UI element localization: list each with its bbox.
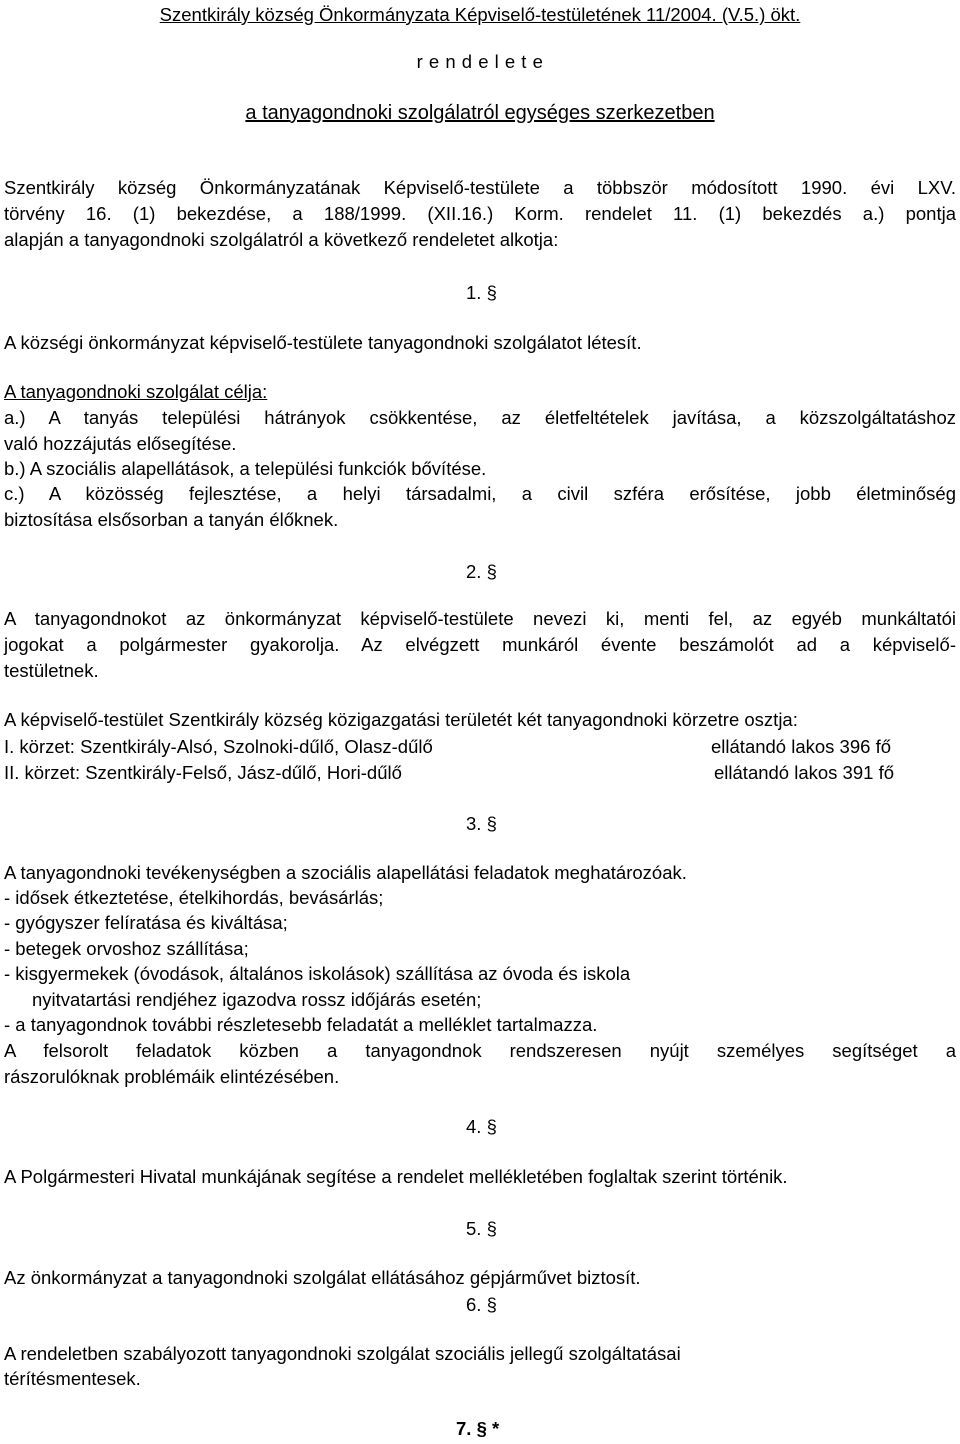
document-header: Szentkirály község Önkormányzata Képviselő-testületének 11/2004. (V.5.) ökt.	[159, 4, 801, 25]
preamble-line-3: alapján a tanyagondnoki szolgálatról a következő rendeletet alkotja:	[4, 229, 559, 250]
preamble-line-1: Szentkirály község Önkormányzatának Képviselő-testülete a többször módosított 1990. évi LXV.	[4, 177, 956, 198]
section-symbol-icon: §	[486, 1218, 497, 1239]
goal-c-line-1: c.) A közösség fejlesztése, a helyi társadalmi, a civil szféra erősítése, jobb életminőség	[4, 483, 956, 504]
goal-heading: A tanyagondnoki szolgálat célja:	[4, 381, 268, 402]
document-type-title: r e n d e l e t e	[416, 51, 544, 72]
task-item-3: - betegek orvoshoz szállítása;	[4, 938, 249, 959]
section-1-text: A községi önkormányzat képviselő-testülete tanyagondnoki szolgálatot létesít.	[4, 332, 642, 353]
district-2-residents: ellátandó lakos 391 fő	[714, 762, 894, 783]
section-symbol-icon: §	[476, 1418, 487, 1439]
section-3-intro: A tanyagondnoki tevékenységben a szociális alapellátási feladatok meghatározóak.	[4, 862, 687, 883]
district-1-residents: ellátandó lakos 396 fő	[711, 736, 891, 757]
section-symbol-icon: §	[486, 1294, 497, 1315]
section-3-closing-line-1: A felsorolt feladatok közben a tanyagondnok rendszeresen nyújt személyes segítséget a	[4, 1040, 956, 1061]
section-symbol-icon: §	[486, 282, 497, 303]
section-1-heading: 1. §	[466, 282, 497, 303]
goal-a-line-2: való hozzájutás elősegítése.	[4, 433, 237, 454]
goal-c-line-2: biztosítása elsősorban a tanyán élőknek.	[4, 509, 339, 530]
section-3-closing-line-2: rászorulóknak problémáik elintézésében.	[4, 1066, 340, 1087]
section-6-heading: 6. §	[466, 1294, 497, 1315]
section-5-text: Az önkormányzat a tanyagondnoki szolgálat ellátásához gépjárművet biztosít.	[4, 1267, 641, 1288]
district-2-name: II. körzet: Szentkirály-Felső, Jász-dűlő, Hori-dűlő	[4, 762, 402, 783]
section-2-p2: A képviselő-testület Szentkirály község közigazgatási területét két tanyagondnoki körzetre osztja:	[4, 709, 798, 730]
section-2-p1-line-3: testületnek.	[4, 660, 99, 681]
task-item-4-line-1: - kisgyermekek (óvodások, általános iskolások) szállítása az óvoda és iskola	[4, 963, 631, 984]
section-symbol-icon: §	[486, 561, 497, 582]
district-1-name: I. körzet: Szentkirály-Alsó, Szolnoki-dűlő, Olasz-dűlő	[4, 736, 433, 757]
preamble-line-2: törvény 16. (1) bekezdése, a 188/1999. (XII.16.) Korm. rendelet 11. (1) bekezdés a.) pontja	[4, 203, 956, 224]
document-subject: a tanyagondnoki szolgálatról egységes szerkezetben	[245, 102, 715, 124]
goal-b-line: b.) A szociális alapellátások, a települési funkciók bővítése.	[4, 458, 487, 479]
task-item-4-line-2: nyitvatartási rendjéhez igazodva rossz időjárás esetén;	[32, 989, 482, 1010]
section-7-heading: 7. § *	[456, 1418, 500, 1439]
section-2-p1-line-1: A tanyagondnokot az önkormányzat képviselő-testülete nevezi ki, menti fel, az egyéb munkáltatói	[4, 608, 956, 629]
section-4-text: A Polgármesteri Hivatal munkájának segítése a rendelet mellékletében foglaltak szerint történik.	[4, 1166, 788, 1187]
section-5-heading: 5. §	[466, 1218, 497, 1239]
section-3-heading: 3. §	[466, 813, 497, 834]
task-item-2: - gyógyszer felíratása és kiváltása;	[4, 912, 288, 933]
section-symbol-icon: §	[486, 813, 497, 834]
task-item-5: - a tanyagondnok további részletesebb feladatát a melléklet tartalmazza.	[4, 1014, 598, 1035]
section-4-heading: 4. §	[466, 1116, 497, 1137]
section-2-heading: 2. §	[466, 561, 497, 582]
section-6-text-line-1: A rendeletben szabályozott tanyagondnoki szolgálat szociális jellegű szolgáltatásai	[4, 1343, 681, 1364]
goal-a-line-1: a.) A tanyás települési hátrányok csökkentése, az életfeltételek javítása, a közszolgáltatáshoz	[4, 407, 956, 428]
section-6-text-line-2: térítésmentesek.	[4, 1368, 141, 1389]
footnote-marker: *	[492, 1418, 500, 1439]
section-symbol-icon: §	[486, 1116, 497, 1137]
task-item-1: - idősek étkeztetése, ételkihordás, bevásárlás;	[4, 887, 384, 908]
section-2-p1-line-2: jogokat a polgármester gyakorolja. Az elvégzett munkáról évente beszámolót ad a képviselő-	[4, 634, 956, 655]
